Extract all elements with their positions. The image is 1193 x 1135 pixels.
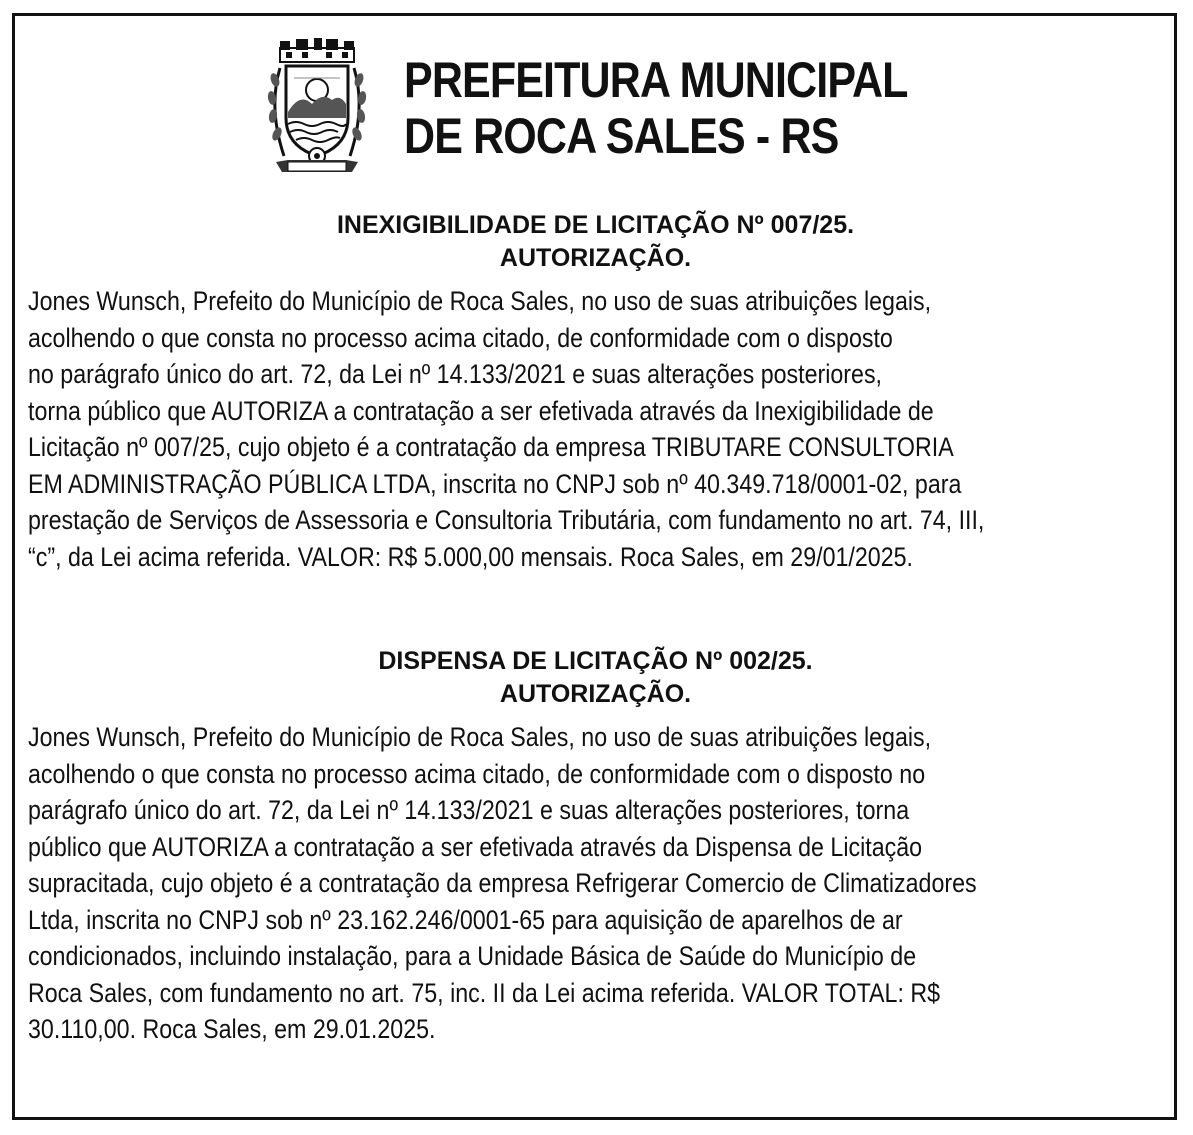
body-line: parágrafo único do art. 72, da Lei nº 14.133/2021 e suas alterações posteriores, torna (28, 795, 910, 825)
page-title (404, 52, 908, 164)
notice-dispensa (28, 645, 1163, 1048)
body-line: torna público que AUTORIZA a contratação a ser efetivada através da Inexigibilidade de (28, 395, 934, 426)
section-heading (28, 209, 1163, 275)
heading-line: AUTORIZAÇÃO. (499, 244, 692, 272)
body-line: condicionados, incluindo instalação, para a Unidade Básica de Saúde do Município de (28, 941, 917, 971)
body-line: Ltda, inscrita no CNPJ sob nº 23.162.246/0001-65 para aquisição de aparelhos de ar (28, 904, 903, 935)
body-line: acolhendo o que consta no processo acima citado, de conformidade com o disposto (28, 322, 893, 353)
body-line: Roca Sales, com fundamento no art. 75, inc. II da Lei acima referida. VALOR TOTAL: R$ (28, 977, 941, 1008)
body-line: Jones Wunsch, Prefeito do Município de Roca Sales, no uso de suas atribuições legais, (28, 286, 932, 316)
body-line: supracitada, cujo objeto é a contratação da empresa Refrigerar Comercio de Climatizadores (28, 868, 977, 898)
notice-inexigibilidade (28, 209, 1163, 575)
body-line: Licitação nº 007/25, cujo objeto é a contratação da empresa TRIBUTARE CONSULTORIA (28, 432, 954, 462)
section-body (28, 283, 1163, 575)
heading-line: AUTORIZAÇÃO. (499, 680, 692, 708)
title-line-1: PREFEITURA MUNICIPAL (404, 52, 908, 108)
body-line: Jones Wunsch, Prefeito do Município de Roca Sales, no uso de suas atribuições legais, (28, 722, 932, 752)
body-line: no parágrafo único do art. 72, da Lei nº 14.133/2021 e suas alterações posteriores, (28, 359, 883, 389)
coat-of-arms-icon (266, 38, 368, 176)
title-line-2: DE ROCA SALES - RS (404, 108, 839, 164)
body-line: 30.110,00. Roca Sales, em 29.01.2025. (28, 1014, 436, 1044)
body-line: público que AUTORIZA a contratação a ser efetivada através da Dispensa de Licitação (28, 831, 923, 862)
body-line: EM ADMINISTRAÇÃO PÚBLICA LTDA, inscrita no CNPJ sob nº 40.349.718/0001-02, para (28, 468, 962, 499)
heading-line: DISPENSA DE LICITAÇÃO Nº 002/25. (378, 647, 813, 675)
heading-line: INEXIGIBILIDADE DE LICITAÇÃO Nº 007/25. (336, 211, 855, 239)
section-body (28, 719, 1163, 1048)
section-heading (28, 645, 1163, 711)
body-line: “c”, da Lei acima referida. VALOR: R$ 5.000,00 mensais. Roca Sales, em 29/01/2025. (28, 541, 913, 572)
body-line: acolhendo o que consta no processo acima citado, de conformidade com o disposto no (28, 758, 926, 789)
body-line: prestação de Serviços de Assessoria e Consultoria Tributária, com fundamento no art. 74, III, (28, 505, 985, 535)
